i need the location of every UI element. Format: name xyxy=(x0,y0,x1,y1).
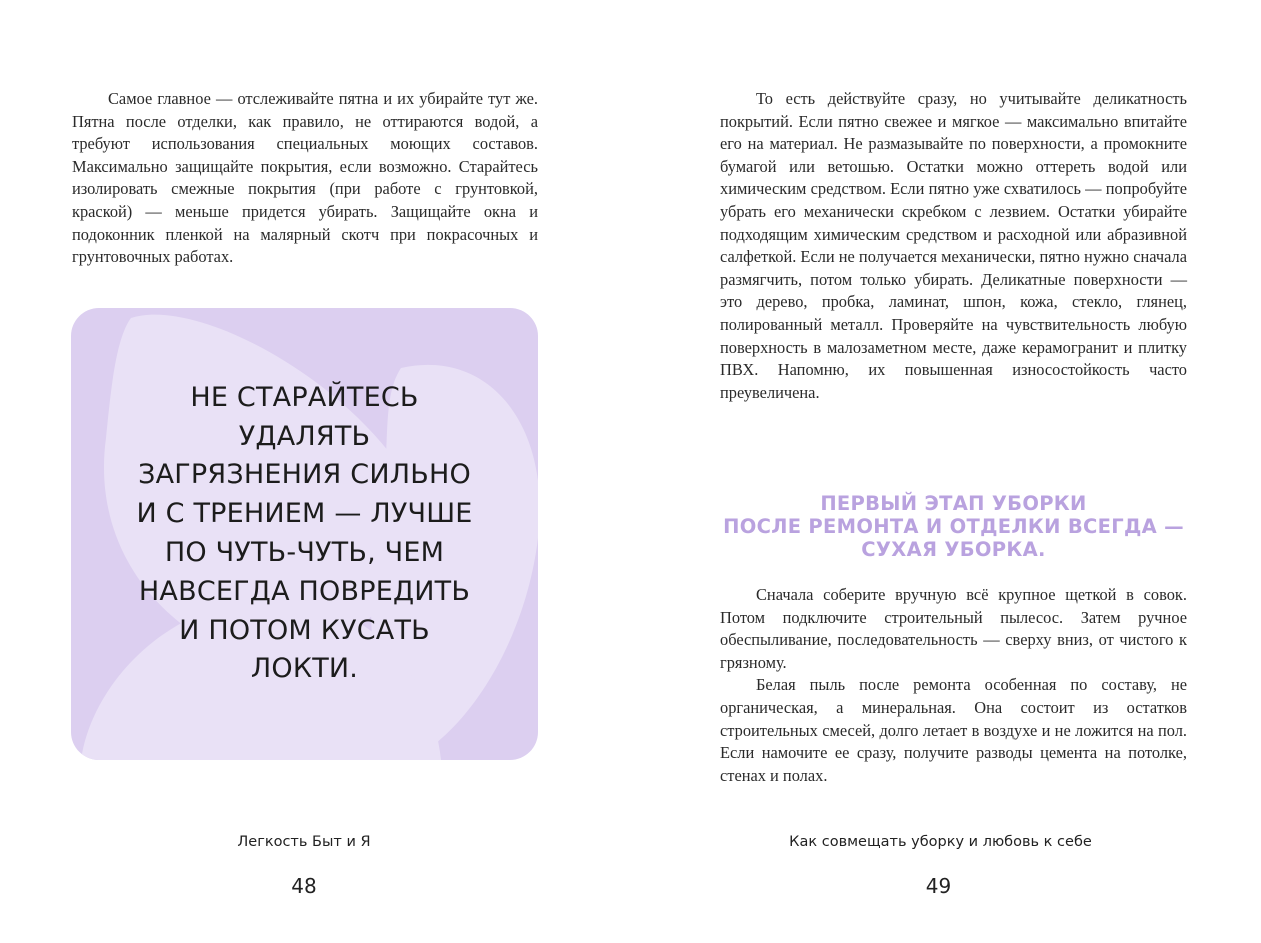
section-heading xyxy=(720,492,1187,561)
paragraph: То есть действуйте сразу, но учитывайте деликатность покрытий. Если пятно свежее и мягкое — максимально впитайте его на материал. Не размазывайте по поверхности, а промокните бумагой или ветошью. Остатки можно оттереть водой или химическим средством. Если пятно уже схватилось — попробуйте убрать его механически скребком с лезвием. Остатки убирайте подходящим химическим средством и расходной или абразивной салфеткой. Если не получается механически, пятно нужно сначала размягчить, потом только убирать. Деликатные поверхности — это дерево, пробка, ламинат, шпон, кожа, стекло, глянец, полированный металл. Проверяйте на чувствительность любую поверхность в малозаметном месте, даже керамогранит и плитку ПВХ. Напомню, их повышенная износостойкость часто преувеличена. xyxy=(720,89,1187,402)
quote-line: ЗАГРЯЗНЕНИЯ СИЛЬНО xyxy=(138,459,471,491)
quote-text xyxy=(71,308,538,760)
quote-line: И С ТРЕНИЕМ — ЛУЧШЕ xyxy=(136,498,473,530)
quote-line: НЕ СТАРАЙТЕСЬ xyxy=(190,381,419,413)
quote-line: УДАЛЯТЬ xyxy=(238,420,371,452)
page-number: 48 xyxy=(291,874,317,898)
quote-line: ЛОКТИ. xyxy=(250,653,359,685)
right-body-text-top xyxy=(720,88,1187,404)
quote-line: НАВСЕГДА ПОВРЕДИТЬ xyxy=(138,575,471,607)
paragraph: Белая пыль после ремонта особенная по составу, не органическая, а минеральная. Она состоит из остатков строительных смесей, долго летает в воздухе и не ложится на пол. Если намочите ее сразу, получите разводы цемента на потолке, стенах и полах. xyxy=(720,675,1187,785)
left-page xyxy=(0,0,630,943)
right-page xyxy=(630,0,1261,943)
right-body-text-bottom xyxy=(720,584,1187,787)
quote-line: ПО ЧУТЬ-ЧУТЬ, ЧЕМ xyxy=(164,537,445,568)
heading-line: ПОСЛЕ РЕМОНТА И ОТДЕЛКИ ВСЕГДА — xyxy=(723,515,1184,538)
running-footer: Как совмещать уборку и любовь к себе xyxy=(789,834,1092,850)
heading-line: СУХАЯ УБОРКА. xyxy=(861,538,1046,561)
paragraph: Сначала соберите вручную всё крупное щеткой в совок. Потом подключите строительный пылесос. Затем ручное обеспыливание, последовательность — сверху вниз, от чистого к грязному. xyxy=(720,585,1187,672)
running-footer: Легкость Быт и Я xyxy=(237,834,371,850)
quote-box xyxy=(71,308,538,760)
paragraph: Самое главное — отслеживайте пятна и их убирайте тут же. Пятна после отделки, как правило, не оттираются водой, а требуют использования специальных моющих составов. Максимально защищайте покрытия, если возможно. Старайтесь изолировать смежные покрытия (при работе с грунтовкой, краской) — меньше придется убирать. Защищайте окна и подоконник пленкой на малярный скотч при покрасочных и грунтовочных работах. xyxy=(72,89,538,267)
quote-line: И ПОТОМ КУСАТЬ xyxy=(179,614,430,646)
heading-line: ПЕРВЫЙ ЭТАП УБОРКИ xyxy=(820,492,1087,515)
page-number: 49 xyxy=(925,874,952,898)
left-body-text xyxy=(72,88,538,269)
